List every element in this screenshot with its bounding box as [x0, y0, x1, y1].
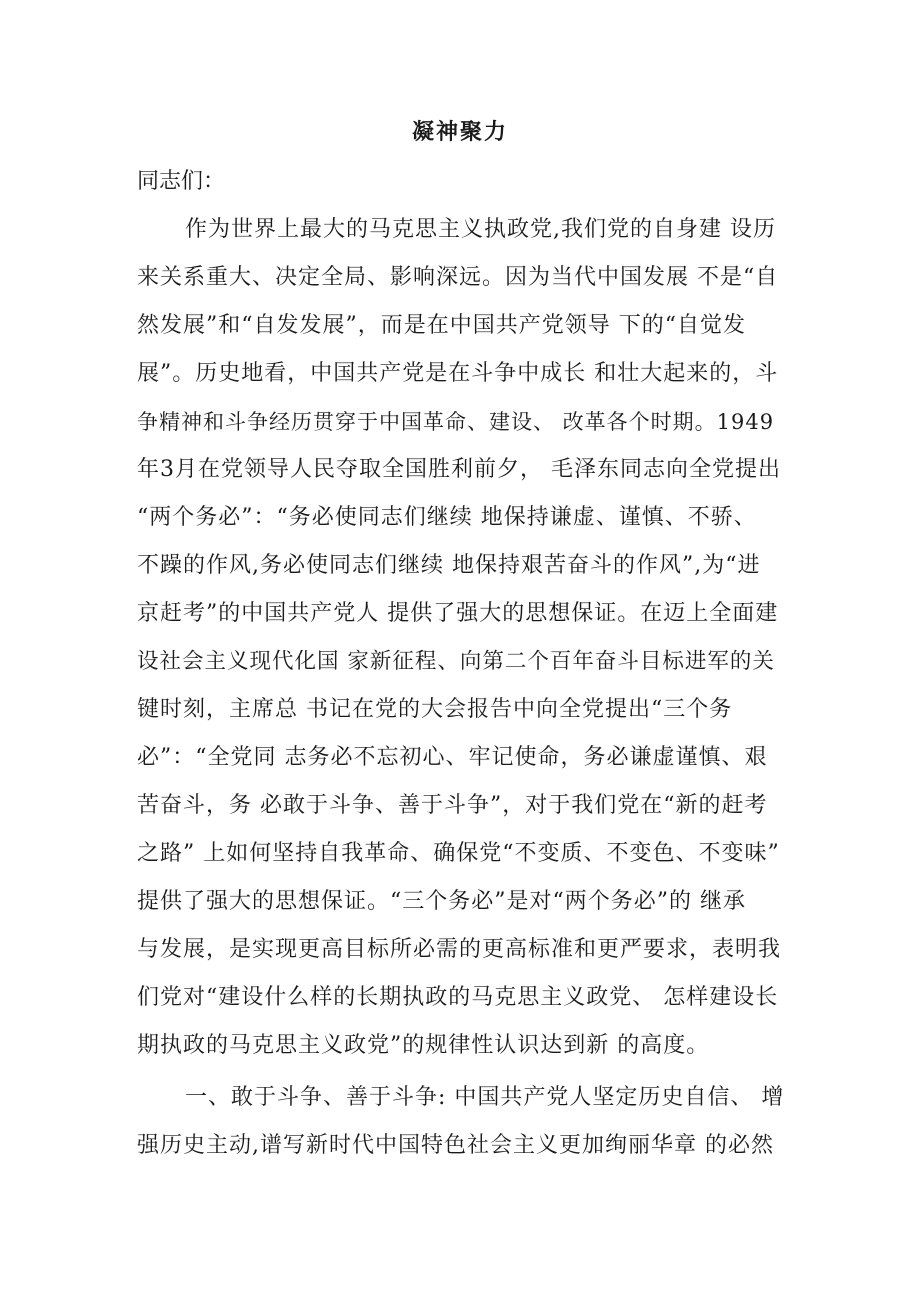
- salutation: 同志们：: [137, 169, 226, 194]
- paragraph-line: 必”：“全党同 志务必不忘初心、牢记使命，务必谦虚谨慎、艰: [137, 745, 768, 770]
- paragraph-line: 展”。历史地看，中国共产党是在斗争中成长 和壮大起来的，斗: [137, 361, 779, 386]
- paragraph-line: 之路” 上如何坚持自我革命、确保党“不变质、不变色、不变味”: [137, 841, 780, 866]
- paragraph-line: 年3月在党领导人民夺取全国胜利前夕， 毛泽东同志向全党提出: [137, 457, 781, 482]
- paragraph-line: 设社会主义现代化国 家新征程、向第二个百年奋斗目标进军的关: [137, 649, 775, 674]
- paragraph-line: 然发展”和“自发发展”，而是在中国共产党领导 下的“自觉发: [137, 313, 746, 338]
- paragraph-line: 期执政的马克思主义政党”的规律性认识达到新 的高度。: [137, 1033, 710, 1058]
- paragraph-line: 与发展，是实现更高目标所必需的更高标准和更严要求，表明我: [137, 937, 782, 962]
- paragraph-line: 争精神和斗争经历贯穿于中国革命、建设、 改革各个时期。1949: [137, 410, 775, 434]
- paragraph-line: 提供了强大的思想保证。“三个务必”是对“两个务必”的 继承: [137, 889, 746, 914]
- paragraph-line: 来关系重大、决定全局、影响深远。因为当代中国发展 不是“自: [137, 265, 779, 290]
- document-title: 凝神聚力: [411, 120, 508, 145]
- section-heading-line: 一、敢于斗争、善于斗争: 中国共产党人坚定历史自信、 增: [185, 1085, 785, 1110]
- paragraph-line: 作为世界上最大的马克思主义执政党,我们党的自身建 设历: [185, 217, 776, 242]
- paragraph-line: 强历史主动,谱写新时代中国特色社会主义更加绚丽华章 的必然: [137, 1133, 774, 1158]
- paragraph-line: 京赶考”的中国共产党人 提供了强大的思想保证。在迈上全面建: [137, 601, 779, 626]
- paragraph-line: 们党对“建设什么样的长期执政的马克思主义政党、 怎样建设长: [137, 985, 779, 1010]
- paragraph-line: 不躁的作风,务必使同志们继续 地保持艰苦奋斗的作风”,为“进: [137, 553, 761, 578]
- paragraph-line: 键时刻，主席总 书记在党的大会报告中向全党提出“三个务: [137, 697, 733, 722]
- paragraph-line: “两个务必”：“务必使同志们继续 地保持谦虚、谨慎、不骄、: [137, 505, 757, 530]
- paragraph-line: 苦奋斗，务 必敢于斗争、善于斗争”，对于我们党在“新的赶考: [137, 793, 768, 818]
